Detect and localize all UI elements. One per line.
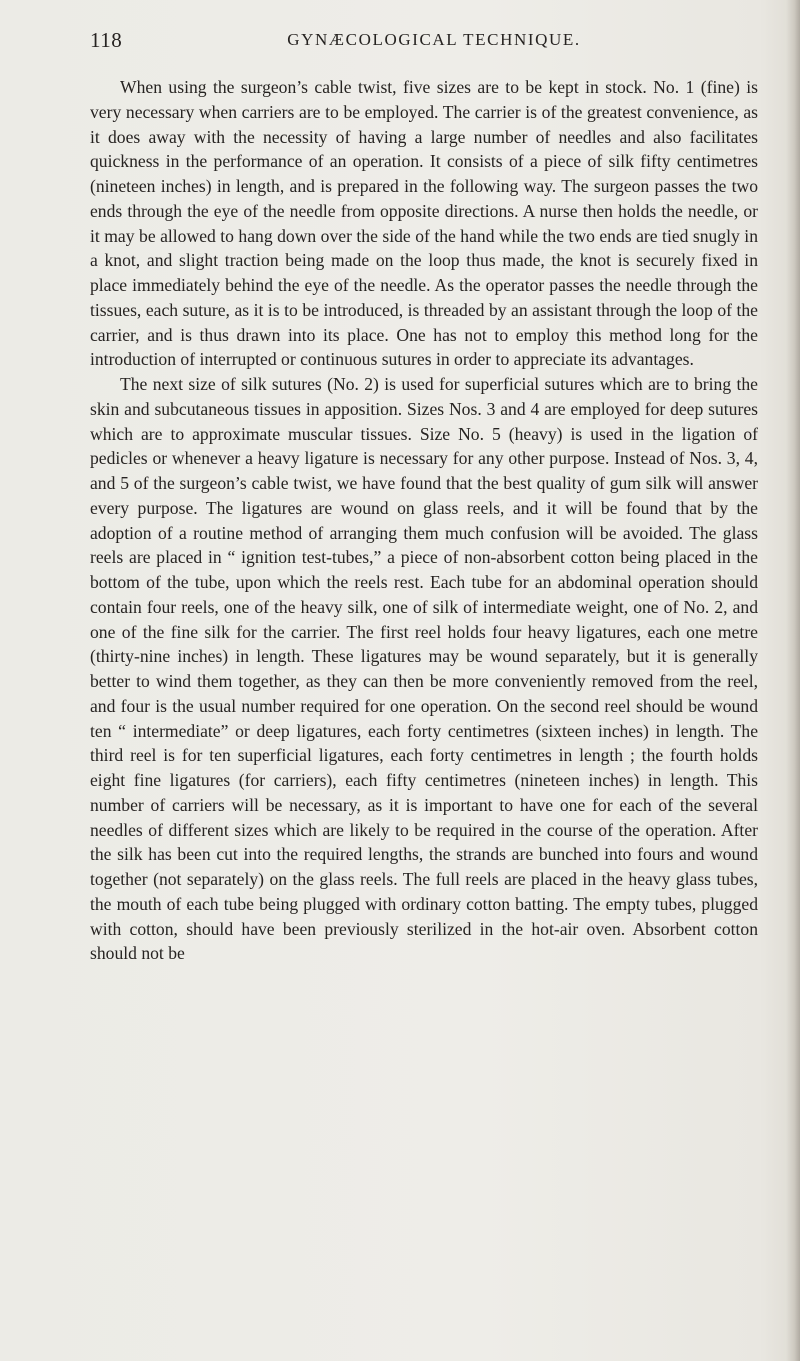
body-text — [90, 75, 758, 966]
paragraph: When using the surgeon’s cable twist, five sizes are to be kept in stock. No. 1 (fine) is very necessary when carriers are to be employed. The carrier is of the greatest convenience, as it does away with the necessity of having a large number of needles and also facilitates quickness in the performance of an operation. It consists of a piece of silk fifty centimetres (nineteen inches) in length, and is prepared in the following way. The surgeon passes the two ends through the eye of the needle from opposite directions. A nurse then holds the needle, or it may be allowed to hang down over the side of the hand while the two ends are tied snugly in a knot, and slight traction being made on the loop thus made, the knot is securely fixed in place immediately behind the eye of the needle. As the operator passes the needle through the tissues, each suture, as it is to be introduced, is threaded by an assistant through the loop of the carrier, and is thus drawn into its place. One has not to employ this method long for the introduction of interrupted or continuous sutures in order to appreciate its advantages. — [90, 77, 758, 370]
running-head — [90, 28, 758, 58]
paragraph: The next size of silk sutures (No. 2) is used for superficial sutures which are to bring the skin and subcutaneous tissues in apposition. Sizes Nos. 3 and 4 are employed for deep sutures which are to approximate muscular tissues. Size No. 5 (heavy) is used in the ligation of pedicles or whenever a heavy ligature is necessary for any other purpose. Instead of Nos. 3, 4, and 5 of the surgeon’s cable twist, we have found that the best quality of gum silk will answer every purpose. The ligatures are wound on glass reels, and it will be found that by the adoption of a routine method of arranging them much confusion will be avoided. The glass reels are placed in “ ignition test-tubes,” a piece of non-absorbent cotton being placed in the bottom of the tube, upon which the reels rest. Each tube for an abdominal operation should contain four reels, one of the heavy silk, one of silk of intermediate weight, one of No. 2, and one of the fine silk for the carrier. The first reel holds four heavy ligatures, each one metre (thirty-nine inches) in length. These ligatures may be wound separately, but it is generally better to wind them together, as they can then be more conveniently removed from the reel, and four is the usual number required for one operation. On the second reel should be wound ten “ intermediate” or deep ligatures, each forty centimetres (sixteen inches) in length. The third reel is for ten superficial ligatures, each forty centimetres in length ; the fourth holds eight fine ligatures (for carriers), each fifty centimetres (nineteen inches) in length. This number of carriers will be necessary, as it is important to have one for each of the several needles of different sizes which are likely to be required in the course of the operation. After the silk has been cut into the required lengths, the strands are bunched into fours and wound together (not separately) on the glass reels. The full reels are placed in the heavy glass tubes, the mouth of each tube being plugged with ordinary cotton batting. The empty tubes, plugged with cotton, should have been previously sterilized in the hot-air oven. Absorbent cotton should not be — [90, 374, 758, 964]
running-title: GYNÆCOLOGICAL TECHNIQUE. — [287, 30, 581, 49]
page-number: 118 — [90, 28, 123, 52]
page-gutter-shadow — [786, 0, 800, 1361]
